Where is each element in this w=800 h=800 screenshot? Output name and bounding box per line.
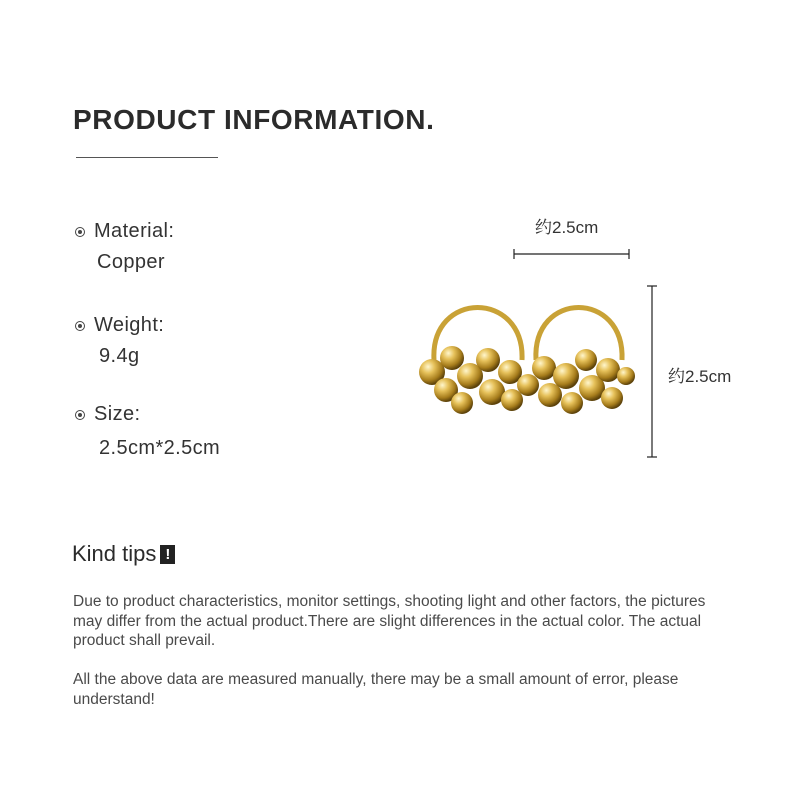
spec-material [75,220,174,274]
spec-size-value: 2.5cm*2.5cm [99,437,221,459]
kind-tips-title: Kind tips [72,541,157,566]
page-title: PRODUCT INFORMATION. [73,104,435,135]
height-dimension-line [647,286,657,457]
product-image [400,200,760,470]
circle-dot-icon [75,321,85,331]
circle-dot-icon [75,227,85,237]
spec-material-label: Material: [94,220,175,242]
bead-cluster [419,346,635,414]
spec-weight [75,314,164,368]
title-divider [76,157,218,158]
spec-weight-value: 9.4g [99,345,140,367]
spec-material-value: Copper [97,251,165,273]
kind-tips-heading [72,541,175,567]
tips-paragraph-2: All the above data are measured manually, there may be a small amount of error, please understand! [73,671,679,708]
tips-paragraph-1: Due to product characteristics, monitor settings, shooting light and other factors, the pictures may differ from the actual product.There are slight differences in the actual color. The actual product shall prevail. [73,593,706,649]
spec-size [75,403,220,460]
width-dimension-line [514,249,629,259]
width-dimension-label: 约2.5cm [535,218,599,237]
spec-size-label: Size: [94,403,141,425]
height-dimension-label: 约2.5cm [668,367,732,386]
spec-weight-label: Weight: [94,314,165,336]
circle-dot-icon [75,410,85,420]
exclamation-icon: ! [160,545,175,564]
